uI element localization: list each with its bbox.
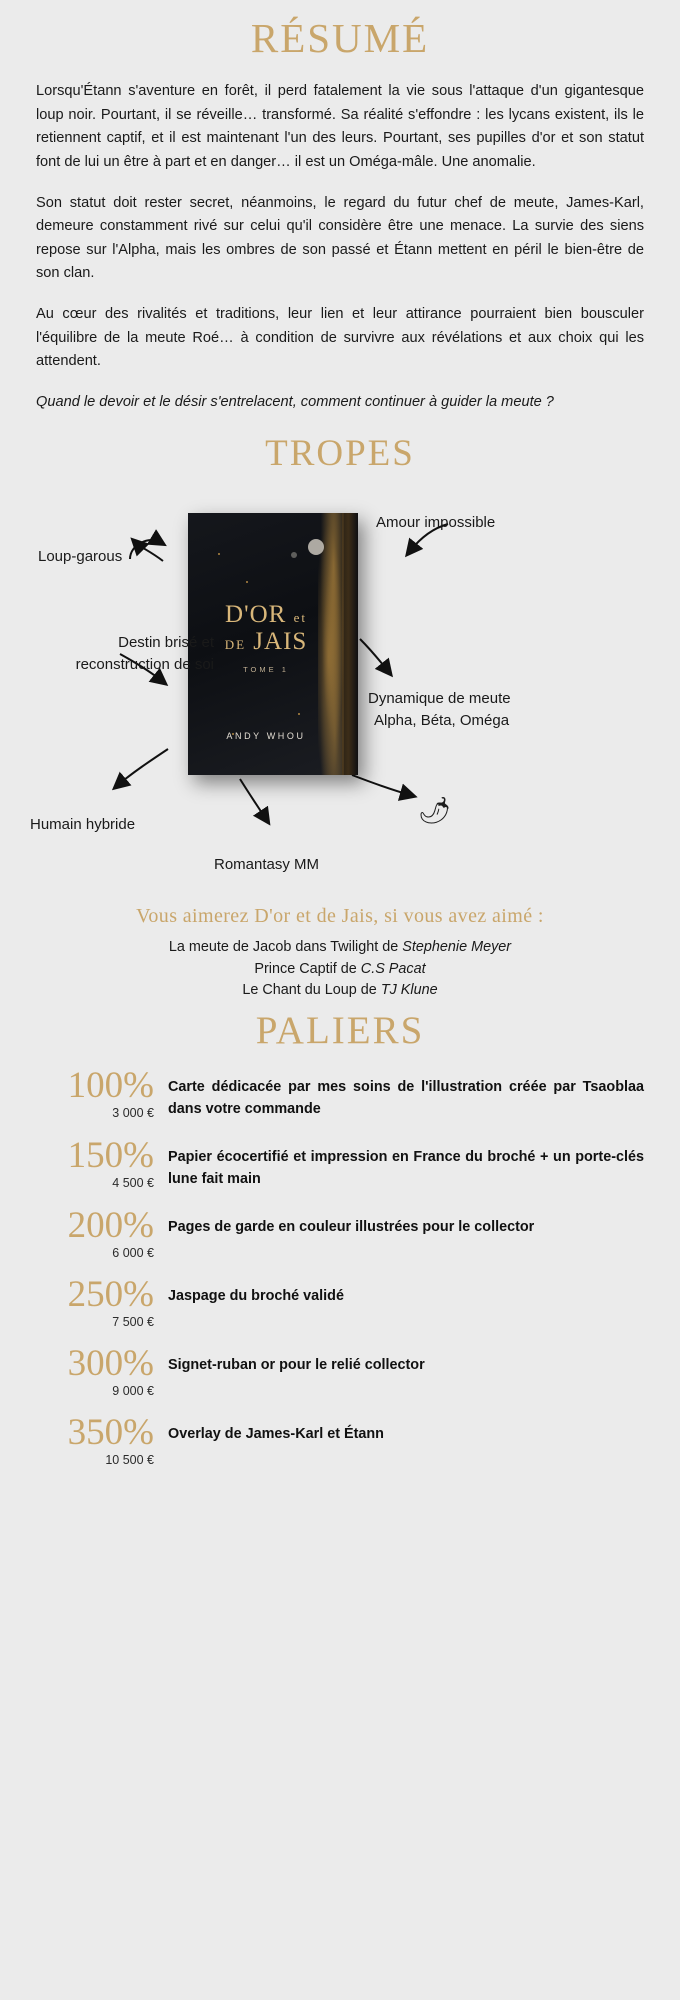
tier-left <box>36 1411 168 1467</box>
tier-amount: 6 000 € <box>112 1245 154 1260</box>
resume-heading: RÉSUMÉ <box>250 15 430 61</box>
tier-amount: 9 000 € <box>112 1383 154 1398</box>
tier-row <box>36 1204 644 1260</box>
resume-paragraph: Lorsqu'Étann s'aventure en forêt, il perd fatalement la vie sous l'attaque d'un gigantesque loup noir. Pourtant, il se réveille… transformé. Sa réalité s'effondre : les lycans existent, ils le retiennent captif, et il est maintenant l'un des leurs. Pourtant, ses pupilles d'or et son statut font de lui un être à part et en danger… il est un Oméga-mâle. Une anomalie. <box>36 83 644 170</box>
book-title-et: et <box>293 609 307 625</box>
ember-speck <box>218 553 220 555</box>
book-title-line1: D'OR <box>225 600 287 628</box>
book-title-line3: JAIS <box>253 627 308 655</box>
tier-amount: 4 500 € <box>112 1176 154 1191</box>
trope-label-alpha-beta-omega: Alpha, Béta, Oméga <box>374 711 510 729</box>
tier-amount: 7 500 € <box>112 1314 154 1329</box>
tier-description: Jaspage du broché validé <box>168 1287 344 1304</box>
tier-percent: 350% <box>67 1411 154 1453</box>
similar-book-item <box>0 959 680 981</box>
trope-label-destin-brise: Destin brisé et <box>118 633 214 651</box>
trope-label-humain-hybride: Humain hybride <box>30 815 136 833</box>
similar-book-prefix: Prince Captif de <box>254 960 361 977</box>
trope-label-amour-impossible: Amour impossible <box>376 513 496 531</box>
book-title-de: DE <box>224 636 247 652</box>
tropes-heading: TROPES <box>265 432 415 474</box>
tier-description: Signet-ruban or pour le relié collector <box>168 1356 425 1373</box>
tier-left <box>36 1204 168 1260</box>
tier-row <box>36 1273 644 1329</box>
similar-book-prefix: La meute de Jacob dans Twilight de <box>168 938 403 955</box>
book-tome: TOME 1 <box>243 664 289 674</box>
tiers-heading: PALIERS <box>255 1009 425 1053</box>
similar-book-item <box>0 937 680 959</box>
tier-description: Papier écocertifié et impression en France du broché + un porte-clés lune fait main <box>168 1149 644 1188</box>
tier-percent: 300% <box>67 1342 154 1384</box>
similar-book-author: TJ Klune <box>380 982 438 999</box>
tier-percent: 150% <box>67 1135 154 1177</box>
tier-amount: 3 000 € <box>112 1106 154 1121</box>
resume-tagline: Quand le devoir et le désir s'entrelacent, comment continuer à guider la meute ? <box>36 394 554 411</box>
tier-left <box>36 1342 168 1398</box>
tier-description: Pages de garde en couleur illustrées pour le collector <box>168 1218 535 1235</box>
tier-row <box>36 1411 644 1467</box>
ember-speck <box>298 713 300 715</box>
book-spine <box>342 513 358 775</box>
trope-label-reconstruction: reconstruction de soi <box>75 655 214 673</box>
tier-percent: 100% <box>67 1065 154 1107</box>
tier-amount: 10 500 € <box>105 1452 154 1467</box>
ember-speck <box>246 581 248 583</box>
tiers-list <box>0 1067 680 1467</box>
tropes-diagram <box>0 479 680 899</box>
tier-percent: 250% <box>67 1273 154 1315</box>
trope-label-dynamique-meute: Dynamique de meute <box>368 689 511 707</box>
tier-row <box>36 1067 644 1121</box>
tier-percent: 200% <box>67 1204 154 1246</box>
similar-books-section <box>0 905 680 1003</box>
resume-body <box>0 80 680 415</box>
book-author: ANDY WHOU <box>226 730 306 741</box>
tier-description: Overlay de James-Karl et Étann <box>168 1425 384 1442</box>
tier-row <box>36 1137 644 1191</box>
tier-left <box>36 1137 168 1190</box>
tier-left <box>36 1067 168 1120</box>
similar-book-item <box>0 980 680 1002</box>
tier-left <box>36 1273 168 1329</box>
chili-pepper-icon: 🌶 <box>418 794 452 825</box>
similar-book-author: C.S Pacat <box>360 960 426 977</box>
moon-icon <box>308 539 324 555</box>
similar-books-heading: Vous aimerez D'or et de Jais, si vous avez aimé : <box>136 904 544 927</box>
resume-paragraph: Au cœur des rivalités et traditions, leur lien et leur attirance pourraient bien bousculer l'équilibre de la meute Roé… à condition de survivre aux révélations et aux choix qui les attendent. <box>36 306 644 370</box>
similar-book-author: Stephenie Meyer <box>402 938 512 955</box>
trope-label-loup-garous: Loup-garous <box>38 547 123 565</box>
resume-paragraph: Son statut doit rester secret, néanmoins, le regard du futur chef de meute, James-Karl, demeure constamment rivé sur celui qu'il considère être une menace. La survie des siens repose sur l'Alpha, mais les ombres de son passé et Étann mettent en péril le bien-être de son clan. <box>36 194 644 282</box>
tier-description: Carte dédicacée par mes soins de l'illustration créée par Tsaoblaa dans votre commande <box>168 1079 644 1118</box>
similar-book-prefix: Le Chant du Loup de <box>242 982 381 999</box>
tier-row <box>36 1342 644 1398</box>
trope-label-romantasy-mm: Romantasy MM <box>214 855 320 873</box>
